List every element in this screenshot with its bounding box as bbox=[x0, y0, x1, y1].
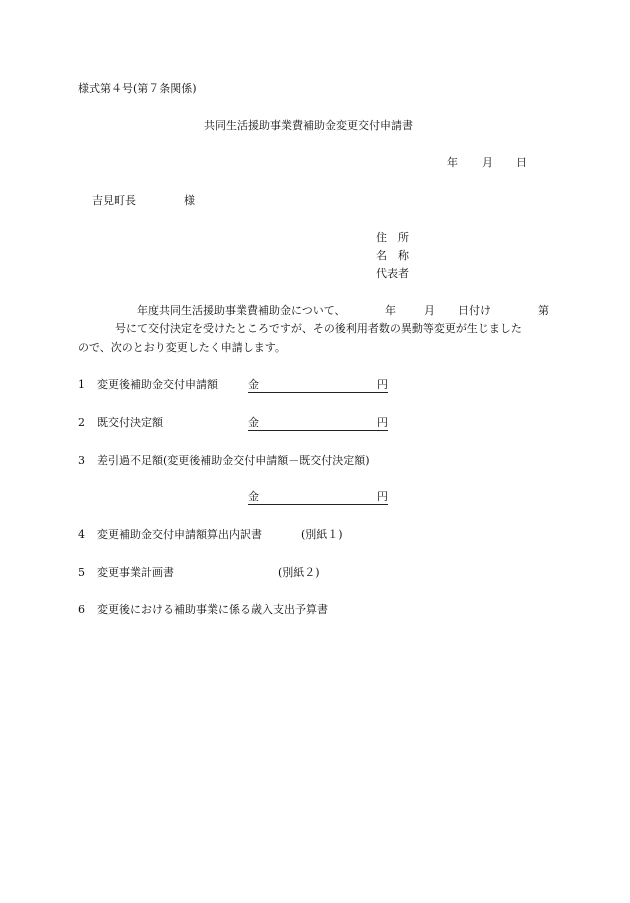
item-6-number: 6 bbox=[78, 603, 85, 616]
applicant-name-label: 名 称 bbox=[376, 249, 409, 262]
item-1-prefix: 金 bbox=[248, 378, 259, 391]
body-line1-number: 第 bbox=[538, 304, 549, 317]
item-3-label: 差引過不足額(変更後補助金交付申請額－既交付決定額) bbox=[97, 454, 370, 467]
item-2-number: 2 bbox=[78, 416, 85, 429]
item-3-prefix: 金 bbox=[248, 490, 259, 503]
body-line2: 号にて交付決定を受けたところですが、その後利用者数の異動等変更が生じました bbox=[115, 322, 522, 335]
item-6-label: 変更後における補助事業に係る歳入支出予算書 bbox=[97, 603, 328, 616]
item-1-number: 1 bbox=[78, 378, 85, 391]
document-title: 共同生活援助事業費補助金変更交付申請書 bbox=[204, 119, 413, 132]
item-3-number: 3 bbox=[78, 454, 85, 467]
addressee-name: 吉見町長 bbox=[92, 194, 136, 207]
item-5-label: 変更事業計画書 bbox=[97, 566, 174, 579]
body-line1-month: 月 bbox=[424, 304, 435, 317]
item-4-note: (別紙１) bbox=[301, 528, 343, 541]
form-number: 様式第４号(第７条関係) bbox=[78, 82, 197, 95]
body-line3: ので、次のとおり変更したく申請します。 bbox=[78, 341, 286, 354]
body-line1-year: 年 bbox=[385, 304, 396, 317]
date-year: 年 bbox=[447, 156, 458, 169]
item-1-suffix: 円 bbox=[377, 378, 388, 391]
applicant-rep-label: 代表者 bbox=[376, 267, 409, 280]
item-1-label: 変更後補助金交付申請額 bbox=[97, 378, 218, 391]
item-2-amount-field bbox=[248, 416, 388, 431]
item-2-label: 既交付決定額 bbox=[97, 416, 163, 429]
item-3-amount-field bbox=[248, 490, 388, 505]
item-2-suffix: 円 bbox=[377, 416, 388, 429]
body-line1-day: 日付け bbox=[458, 304, 491, 317]
body-line1-text: 年度共同生活援助事業費補助金について、 bbox=[137, 304, 346, 317]
addressee-honorific: 様 bbox=[184, 194, 195, 207]
item-4-number: 4 bbox=[78, 528, 85, 541]
applicant-address-label: 住 所 bbox=[376, 231, 409, 244]
item-1-amount-field bbox=[248, 378, 388, 393]
item-3-suffix: 円 bbox=[377, 490, 388, 503]
item-2-prefix: 金 bbox=[248, 416, 259, 429]
item-5-note: (別紙２) bbox=[278, 566, 320, 579]
date-day: 日 bbox=[516, 156, 527, 169]
item-4-label: 変更補助金交付申請額算出内訳書 bbox=[97, 528, 262, 541]
item-5-number: 5 bbox=[78, 566, 85, 579]
date-month: 月 bbox=[482, 156, 493, 169]
